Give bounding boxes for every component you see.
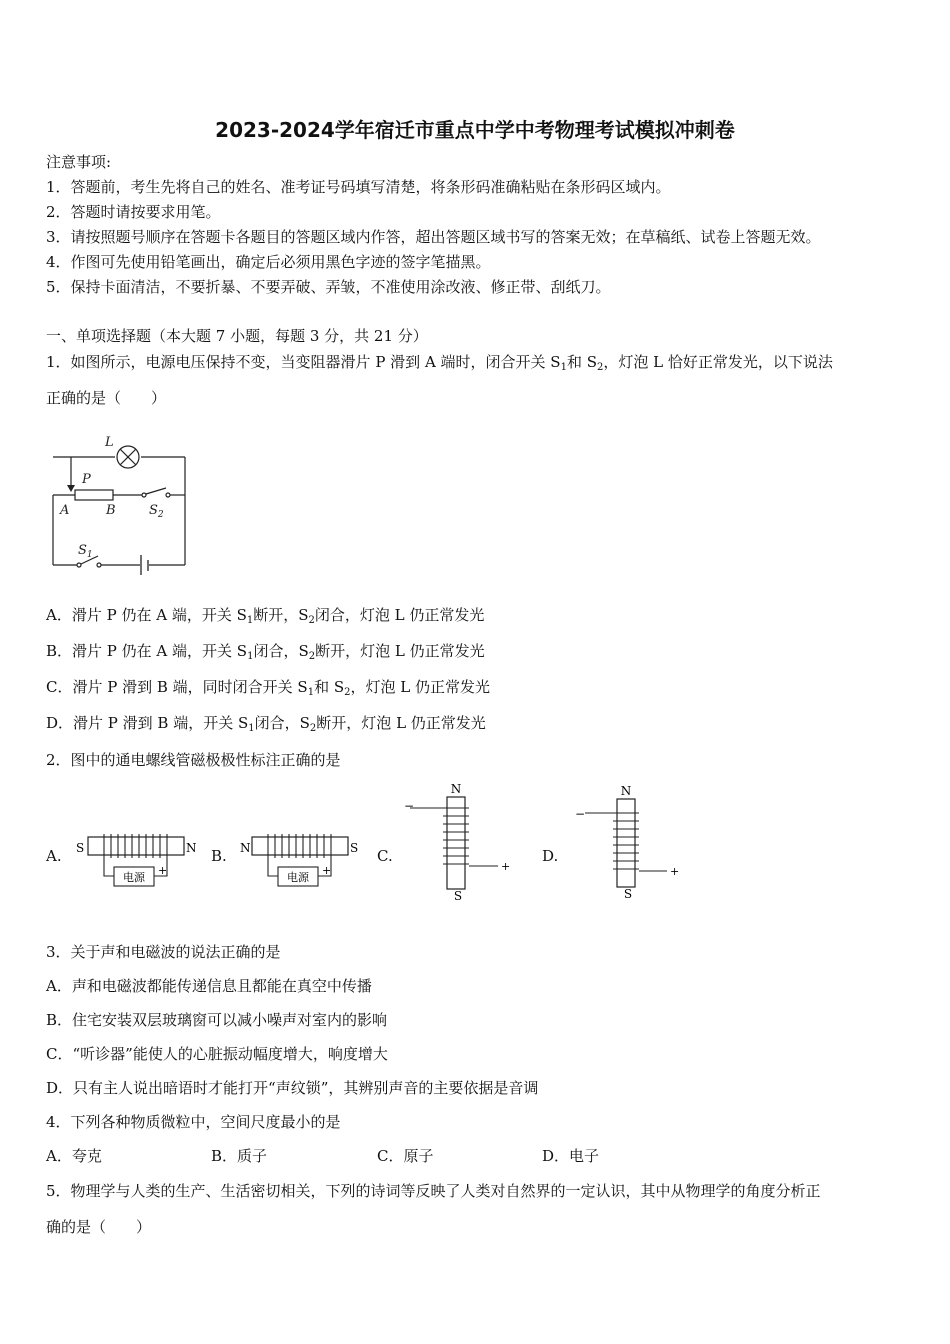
label-a: A <box>60 503 70 518</box>
svg-text:−: − <box>404 799 415 813</box>
pole-left: S <box>76 841 85 855</box>
question-4-option-d: D．电子 <box>542 1147 600 1165</box>
solenoid-figure-d <box>570 780 690 902</box>
solenoid-figure-b <box>238 828 364 898</box>
notice-item-1: 1．答题前，考生先将自己的姓名、准考证号码填写清楚，将条形码准确粘贴在条形码区域内。 <box>46 178 671 196</box>
svg-text:−: − <box>575 807 586 821</box>
notice-item-2: 2．答题时请按要求用笔。 <box>46 203 221 221</box>
label-b: B <box>106 503 116 518</box>
power-source-label: 电源 <box>287 871 309 884</box>
pole-bottom: S <box>453 889 463 902</box>
question-4-option-c: C．原子 <box>377 1147 434 1165</box>
svg-text:+: + <box>158 864 168 877</box>
label-p: P <box>82 472 91 487</box>
svg-text:+: + <box>501 860 511 873</box>
svg-text:+: + <box>670 865 680 878</box>
question-4-option-a: A．夸克 <box>46 1147 102 1165</box>
question-1-option-a: A．滑片 P 仍在 A 端，开关 $S_1$断开，$S_2$闭合，灯泡 L 仍正常发光 <box>46 606 485 626</box>
question-1-stem: 1．如图所示，电源电压保持不变，当变阻器滑片 P 滑到 A 端时，闭合开关 $S_1$和 $S_2$，灯泡 L 恰好正常发光，以下说法 <box>46 353 833 373</box>
slider-p <box>67 485 75 492</box>
notice-heading: 注意事项: <box>46 153 112 171</box>
q2-label-b: B. <box>211 847 227 865</box>
question-3-stem: 3．关于声和电磁波的说法正确的是 <box>46 943 281 961</box>
question-2-stem: 2．图中的通电螺线管磁极极性标注正确的是 <box>46 751 341 769</box>
notice-item-4: 4．作图可先使用铅笔画出，确定后必须用黑色字迹的签字笔描黑。 <box>46 253 491 271</box>
question-5-stem: 5．物理学与人类的生产、生活密切相关，下列的诗词等反映了人类对自然界的一定认识，其中从物理学的角度分析正 <box>46 1182 821 1200</box>
question-3-option-d: D．只有主人说出暗语时才能打开“声纹锁”，其辨别声音的主要依据是音调 <box>46 1079 539 1097</box>
switch-s2 <box>142 488 170 497</box>
page-title: 2023-2024学年宿迁市重点中学中考物理考试模拟冲刺卷 <box>215 118 735 142</box>
question-5-stem-line2: 确的是（ ） <box>46 1218 152 1236</box>
lamp-l <box>117 446 139 468</box>
q2-label-c: C. <box>377 847 393 865</box>
pole-left: N <box>240 841 251 855</box>
question-4-stem: 4．下列各种物质微粒中，空间尺度最小的是 <box>46 1113 341 1131</box>
pole-top: N <box>450 782 462 796</box>
label-l: L <box>105 435 114 450</box>
question-4-option-b: B．质子 <box>211 1147 268 1165</box>
power-source-label: 电源 <box>123 871 145 884</box>
notice-item-3: 3．请按照题号顺序在答题卡各题目的答题区域内作答，超出答题区域书写的答案无效；在草稿纸、试卷上答题无效。 <box>46 228 821 246</box>
question-1-stem-line2: 正确的是（ ） <box>46 389 167 407</box>
question-3-option-c: C．“听诊器”能使人的心脏振动幅度增大，响度增大 <box>46 1045 388 1063</box>
pole-right: N <box>186 841 197 855</box>
circuit-diagram <box>45 430 195 580</box>
section-heading: 一、单项选择题（本大题 7 小题，每题 3 分，共 21 分） <box>46 327 428 345</box>
q2-label-a: A. <box>46 847 62 865</box>
q2-label-d: D. <box>542 847 559 865</box>
battery <box>141 555 148 575</box>
question-3-option-a: A．声和电磁波都能传递信息且都能在真空中传播 <box>46 977 372 995</box>
question-3-option-b: B．住宅安装双层玻璃窗可以减小噪声对室内的影响 <box>46 1011 388 1029</box>
label-s1: $S_1$ <box>78 543 93 560</box>
label-s2: $S_2$ <box>149 503 164 520</box>
solenoid-figure-a <box>74 828 200 898</box>
notice-item-5: 5．保持卡面清洁，不要折暴、不要弄破、弄皱，不准使用涂改液、修正带、刮纸刀。 <box>46 278 611 296</box>
question-1-option-b: B．滑片 P 仍在 A 端，开关 $S_1$闭合，$S_2$断开，灯泡 L 仍正常发光 <box>46 642 485 662</box>
pole-right: S <box>350 841 359 855</box>
pole-top: N <box>620 784 632 798</box>
svg-text:+: + <box>322 864 332 877</box>
question-1-option-d: D．滑片 P 滑到 B 端，开关 $S_1$闭合，$S_2$断开，灯泡 L 仍正常发光 <box>46 714 486 734</box>
rheostat <box>75 490 113 500</box>
question-1-option-c: C．滑片 P 滑到 B 端，同时闭合开关 $S_1$和 $S_2$，灯泡 L 仍正常发光 <box>46 678 491 698</box>
pole-bottom: S <box>623 887 633 901</box>
solenoid-figure-c <box>400 780 520 902</box>
